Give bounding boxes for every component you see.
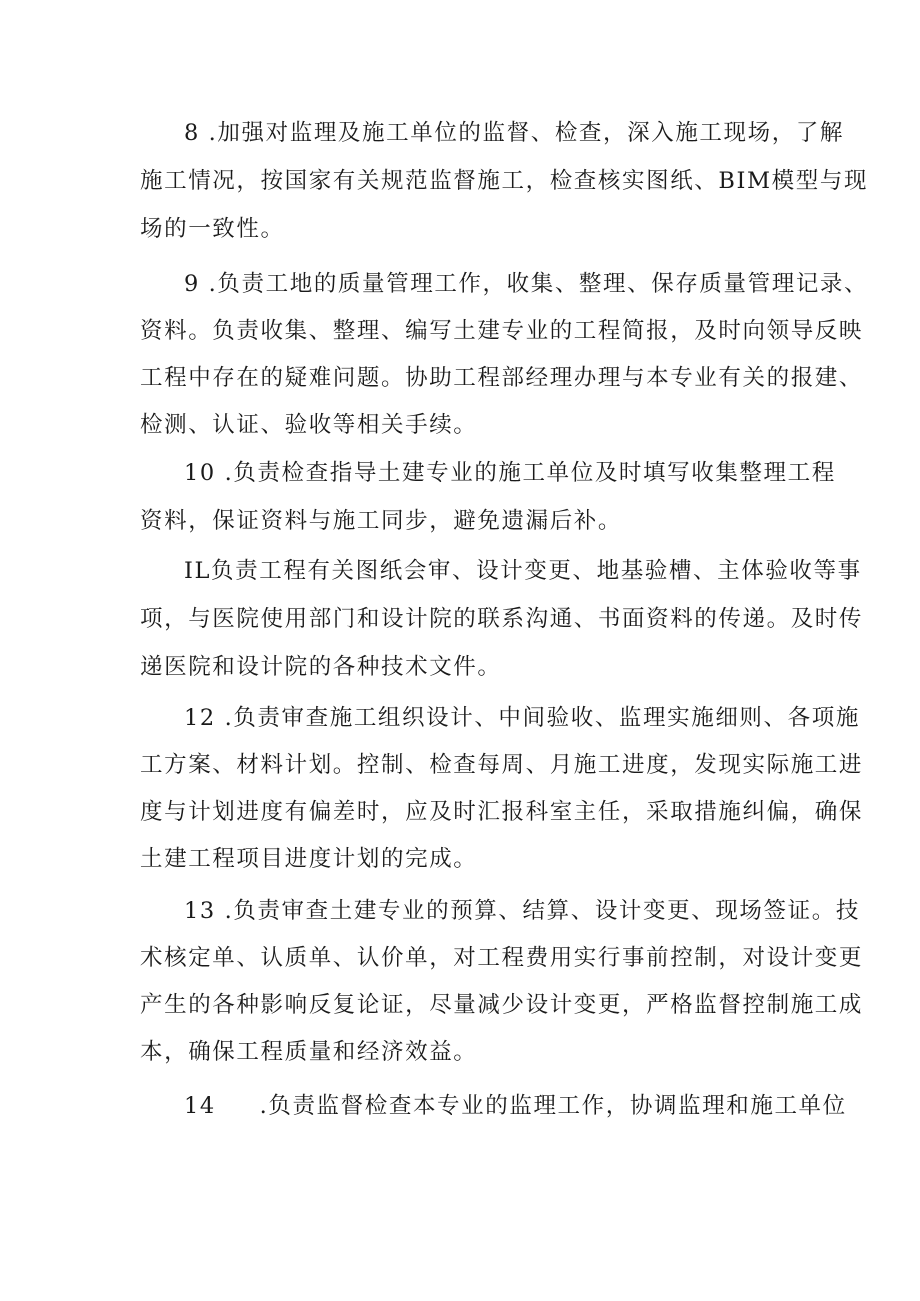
text-line: 检测、认证、验收等相关手续。	[140, 412, 478, 438]
text-line: 场的一致性。	[140, 216, 285, 242]
text-line: 递医院和设计院的各种技术文件。	[140, 654, 502, 680]
text-line: 本，确保工程质量和经济效益。	[140, 1039, 478, 1065]
text-line: 9 .负责工地的质量管理工作，收集、整理、保存质量管理记录、	[184, 271, 869, 297]
text-line: 12 .负责审查施工组织设计、中间验收、监理实施细则、各项施	[184, 705, 860, 731]
text-line: 项，与医院使用部门和设计院的联系沟通、书面资料的传递。及时传	[140, 606, 864, 632]
text-line: 13 .负责审查土建专业的预算、结算、设计变更、现场签证。技	[184, 898, 860, 924]
text-line: IL负责工程有关图纸会审、设计变更、地基验槽、主体验收等事	[184, 558, 862, 584]
text-line: 施工情况，按国家有关规范监督施工，检查核实图纸、BIM模型与现	[140, 168, 869, 194]
text-line: 资料，保证资料与施工同步，避免遗漏后补。	[140, 508, 623, 534]
text-line: 10 .负责检查指导土建专业的施工单位及时填写收集整理工程	[184, 460, 836, 486]
text-line: 工程中存在的疑难问题。协助工程部经理办理与本专业有关的报建、	[140, 365, 864, 391]
text-line: 14 .负责监督检查本专业的监理工作，协调监理和施工单位	[184, 1093, 847, 1119]
text-line: 工方案、材料计划。控制、检查每周、月施工进度，发现实际施工进	[140, 752, 864, 778]
text-line: 8 .加强对监理及施工单位的监督、检查，深入施工现场，了解	[184, 120, 845, 146]
text-line: 土建工程项目进度计划的完成。	[140, 846, 478, 872]
text-line: 度与计划进度有偏差时，应及时汇报科室主任，采取措施纠偏，确保	[140, 799, 864, 825]
text-line: 产生的各种影响反复论证，尽量减少设计变更，严格监督控制施工成	[140, 992, 864, 1018]
text-line: 术核定单、认质单、认价单，对工程费用实行事前控制，对设计变更	[140, 945, 864, 971]
text-line: 资料。负责收集、整理、编写土建专业的工程简报，及时向领导反映	[140, 318, 864, 344]
